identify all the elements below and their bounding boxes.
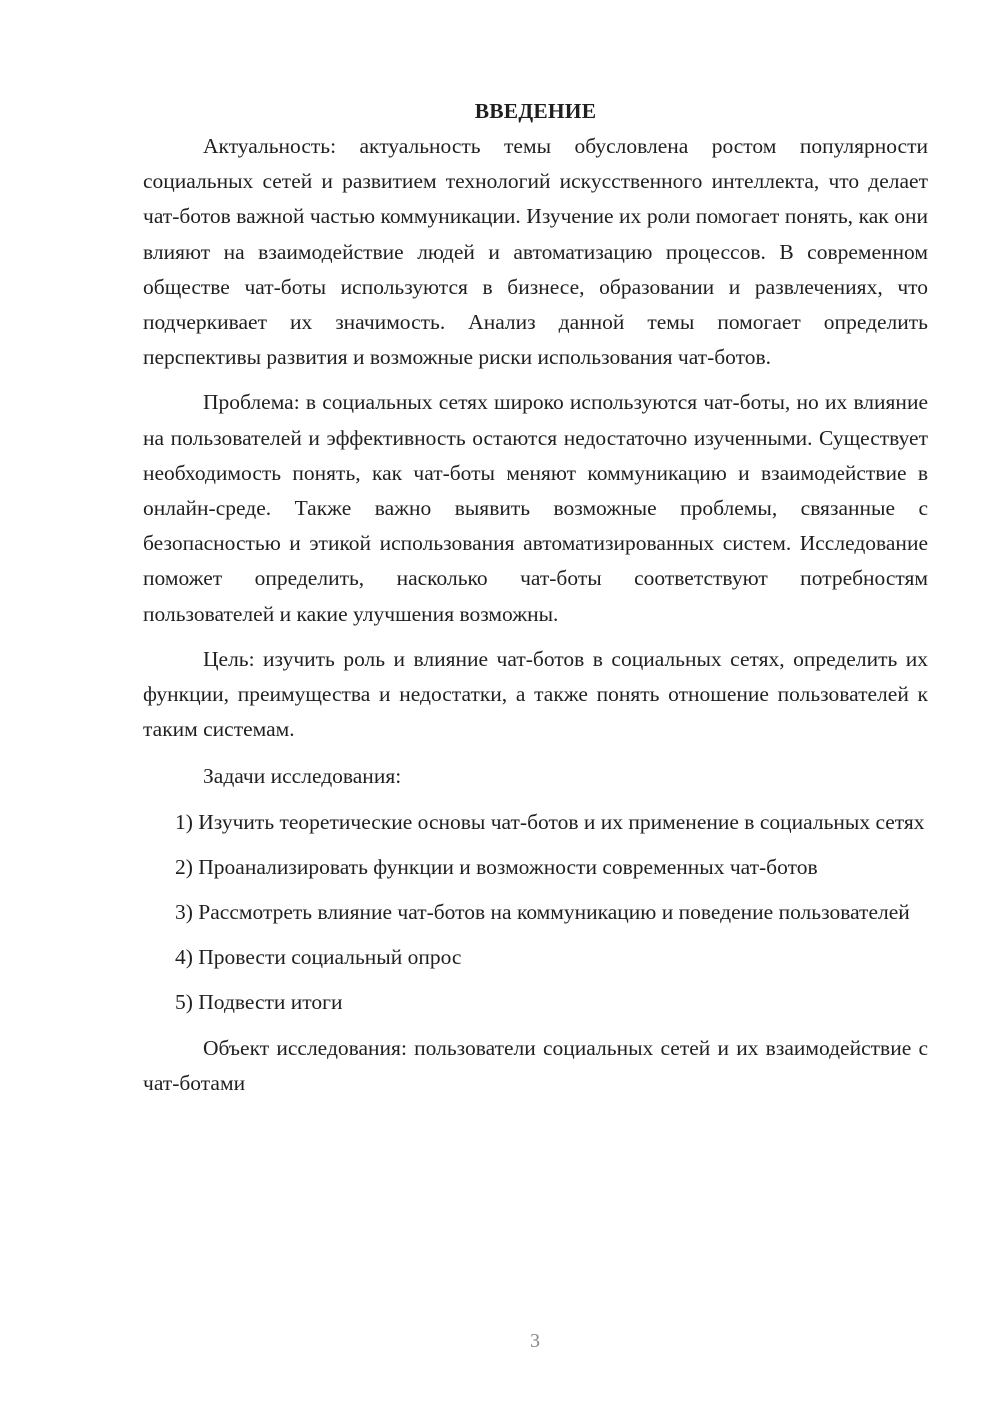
- task-item: 1) Изучить теоретические основы чат-ботов и их применение в социальных сетях: [175, 809, 925, 834]
- page-title: ВВЕДЕНИЕ: [474, 99, 597, 123]
- page-number: 3: [530, 1330, 540, 1352]
- page-content: [143, 94, 928, 1111]
- object-paragraph: Объект исследования: пользователи социальных сетей и их взаимодействие с чат-ботами: [143, 1035, 928, 1095]
- tasks-heading: Задачи исследования:: [203, 764, 402, 789]
- task-item: 3) Рассмотреть влияние чат-ботов на коммуникацию и поведение пользователей: [175, 900, 910, 925]
- task-item: 2) Проанализировать функции и возможности современных чат-ботов: [175, 854, 818, 879]
- problem-paragraph: Проблема: в социальных сетях широко используются чат-боты, но их влияние на пользователей и эффективность остаются недостаточно изученными. Существует необходимость понять, как чат-боты меняют коммуникацию и взаимодействие в онлайн-среде. Также важно выявить возможные проблемы, связанные с безопасностью и этикой использования автоматизированных систем. Исследование поможет определить, насколько чат-боты соответствуют потребностям пользователей и какие улучшения возможны.: [143, 390, 928, 626]
- tasks-list: [143, 805, 928, 1021]
- task-item: 5) Подвести итоги: [175, 990, 343, 1015]
- task-item: 4) Провести социальный опрос: [175, 945, 462, 970]
- relevance-paragraph: Актуальность: актуальность темы обусловлена ростом популярности социальных сетей и развитием технологий искусственного интеллекта, что делает чат-ботов важной частью коммуникации. Изучение их роли помогает понять, как они влияют на взаимодействие людей и автоматизацию процессов. В современном обществе чат-боты используются в бизнесе, образовании и развлечениях, что подчеркивает их значимость. Анализ данной темы помогает определить перспективы развития и возможные риски использования чат-ботов.: [143, 134, 928, 370]
- goal-paragraph: Цель: изучить роль и влияние чат-ботов в социальных сетях, определить их функции, преимущества и недостатки, а также понять отношение пользователей к таким системам.: [143, 646, 928, 742]
